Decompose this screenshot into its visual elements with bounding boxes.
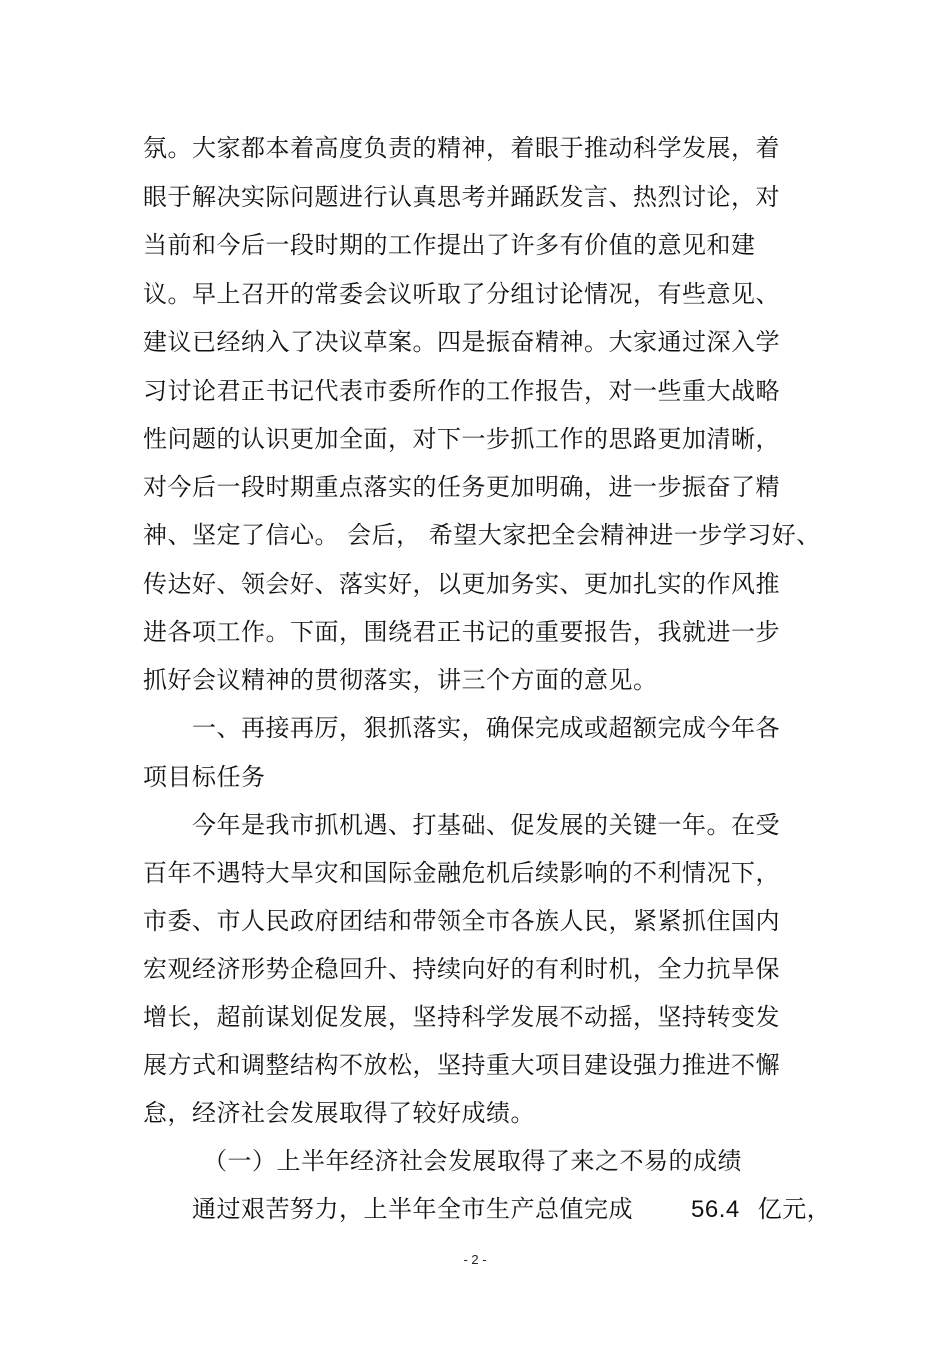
gdp-value: 56.4 xyxy=(691,1196,740,1223)
text-line: 对今后一段时期重点落实的任务更加明确，进一步振奋了精 xyxy=(143,473,780,501)
text-before-number: 通过艰苦努力，上半年全市生产总值完成 xyxy=(192,1195,633,1223)
text-line: 议。早上召开的常委会议听取了分组讨论情况，有些意见、 xyxy=(143,280,780,308)
section-heading: 一、再接再厉，狠抓落实，确保完成或超额完成今年各 xyxy=(192,714,780,742)
text-line: 性问题的认识更加全面，对下一步抓工作的思路更加清晰， xyxy=(143,425,780,453)
paragraph-start: 今年是我市抓机遇、打基础、促发展的关键一年。在受 xyxy=(192,811,780,839)
text-line: 习讨论君正书记代表市委所作的工作报告，对一些重大战略 xyxy=(143,377,780,405)
text-line: 传达好、领会好、落实好，以更加务实、更加扎实的作风推 xyxy=(143,570,780,598)
page-number: - 2 - xyxy=(463,1252,487,1267)
text-line: 建议已经纳入了决议草案。四是振奋精神。大家通过深入学 xyxy=(143,328,780,356)
text-line: 当前和今后一段时期的工作提出了许多有价值的意见和建 xyxy=(143,231,756,259)
text-line: 怠，经济社会发展取得了较好成绩。 xyxy=(143,1099,535,1127)
text-line: 百年不遇特大旱灾和国际金融危机后续影响的不利情况下， xyxy=(143,859,780,887)
text-line: 宏观经济形势企稳回升、持续向好的有利时机，全力抗旱保 xyxy=(143,955,780,983)
section-heading-continued: 项目标任务 xyxy=(143,763,266,791)
paragraph-start xyxy=(192,1194,831,1225)
text-line: 进各项工作。下面，围绕君正书记的重要报告，我就进一步 xyxy=(143,618,780,646)
text-line: 神、坚定了信心。 会后， 希望大家把全会精神进一步学习好、 xyxy=(143,521,821,549)
text-after-number: 亿元， xyxy=(757,1195,832,1223)
text-line: 眼于解决实际问题进行认真思考并踊跃发言、热烈讨论，对 xyxy=(143,183,780,211)
text-line: 市委、市人民政府团结和带领全市各族人民，紧紧抓住国内 xyxy=(143,907,780,935)
subsection-heading: （一）上半年经济社会发展取得了来之不易的成绩 xyxy=(203,1147,742,1175)
text-line: 抓好会议精神的贯彻落实，讲三个方面的意见。 xyxy=(143,666,658,694)
text-line: 增长，超前谋划促发展，坚持科学发展不动摇，坚持转变发 xyxy=(143,1003,780,1031)
text-line: 氛。大家都本着高度负责的精神，着眼于推动科学发展，着 xyxy=(143,134,780,162)
text-line: 展方式和调整结构不放松，坚持重大项目建设强力推进不懈 xyxy=(143,1051,780,1079)
